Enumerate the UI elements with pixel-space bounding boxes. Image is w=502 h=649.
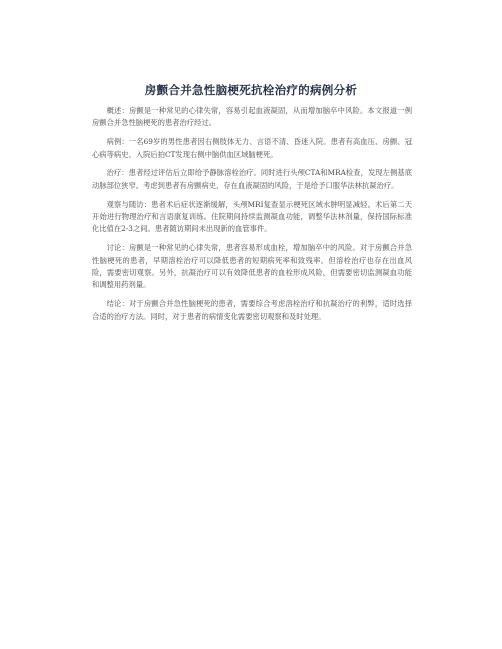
paragraph-followup: 观察与随访：患者术后症状逐渐缓解，头颅MRI复查显示梗死区域水肿明显减轻。术后第二天开始进行物理治疗和言语康复训练。住院期间持续监测凝血功能，调整华法林剂量，保持国际标准化比值在2-3之间。患者随访期间未出现新的血管事件。: [92, 199, 412, 234]
paragraph-discussion: 讨论：房颤是一种常见的心律失常，患者容易形成血栓，增加脑卒中的风险。对于房颤合并急性脑梗死的患者，早期溶栓治疗可以降低患者的短期病死率和致残率。但溶栓治疗也存在出血风险，需要密切观察。另外，抗凝治疗可以有效降低患者的血栓形成风险，但需要密切监测凝血功能和调整用药剂量。: [92, 243, 412, 290]
document-body: [92, 105, 412, 329]
paragraph-case: 病例：一名69岁的男性患者因右侧肢体无力、言语不清、昏迷入院。患者有高血压、房颤、冠心病等病史。入院后拍CT发现右侧中脑供血区域脑梗死。: [92, 137, 412, 159]
document-title: 房颤合并急性脑梗死抗栓治疗的病例分析: [144, 83, 358, 97]
paragraph-treatment: 治疗：患者经过评估后立即给予静脉溶栓治疗。同时进行头颅CTA和MRA检查，发现左侧基底动脉部位狭窄。考虑到患者有房颤病史，存在血液凝固的风险，于是给予口服华法林抗凝治疗。: [92, 168, 412, 190]
paragraph-overview: 概述：房颤是一种常见的心律失常，容易引起血液凝固，从而增加脑卒中风险。本文报道一例房颤合并急性脑梗死的患者治疗经过。: [92, 106, 412, 128]
paragraph-conclusion: 结论：对于房颤合并急性脑梗死的患者，需要综合考虑溶栓治疗和抗凝治疗的利弊，适时选择合适的治疗方法。同时，对于患者的病情变化需要密切观察和及时处理。: [92, 299, 412, 321]
